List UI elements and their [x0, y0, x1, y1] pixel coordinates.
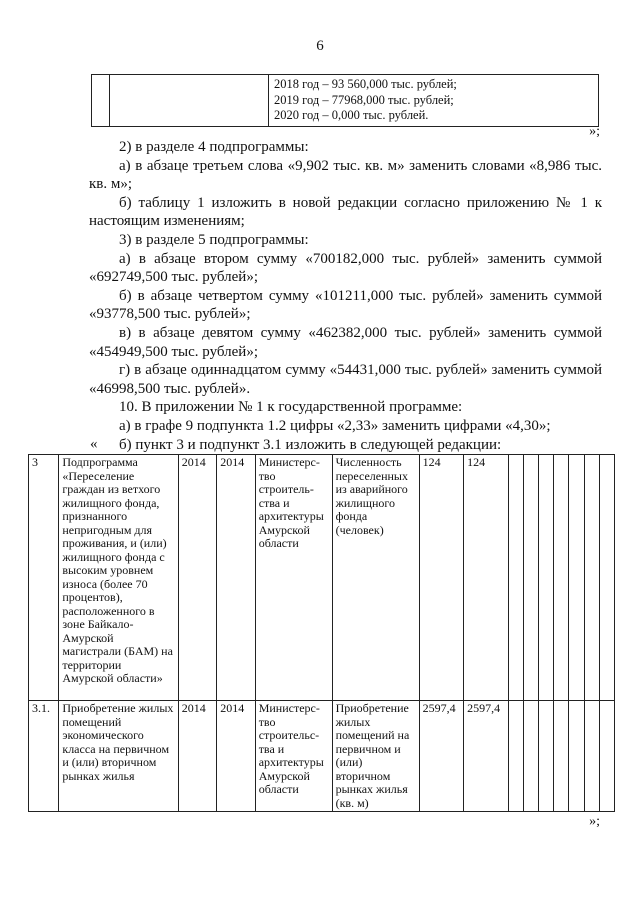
value-2: 2597,4 — [464, 701, 509, 812]
table-cell-empty — [539, 701, 554, 812]
table-cell-empty — [584, 455, 599, 701]
paragraph: в) в абзаце девятом сумму «462382,000 тыс. рублей» заменить суммой «454949,500 тыс. рублей»; — [89, 324, 602, 360]
funding-line-2018: 2018 год – 93 560,000 тыс. рублей; — [274, 77, 457, 91]
funding-line-2019: 2019 год – 77968,000 тыс. рублей; — [274, 92, 454, 107]
executor: Министерс-тво строитель-ства и архитектуры Амурской области — [255, 455, 332, 701]
opening-quote: « — [90, 436, 98, 452]
amendment-text — [89, 138, 602, 454]
table-cell-empty — [508, 455, 523, 701]
paragraph: б) в абзаце четвертом сумму «101211,000 тыс. рублей» заменить суммой «93778,500 тыс. рублей»; — [89, 287, 602, 323]
value-1: 124 — [419, 455, 464, 701]
table-row — [92, 75, 599, 127]
table-row — [29, 701, 615, 812]
table-cell-empty — [569, 455, 584, 701]
table-cell-empty — [539, 455, 554, 701]
funding-line-2020: 2020 год – 0,000 тыс. рублей. — [274, 108, 429, 122]
program-table — [28, 454, 615, 812]
start-year: 2014 — [178, 455, 216, 701]
paragraph: 3) в разделе 5 подпрограммы: — [119, 231, 309, 248]
end-year: 2014 — [217, 701, 255, 812]
paragraph: б) таблицу 1 изложить в новой редакции согласно приложению № 1 к настоящим изменениям; — [89, 194, 602, 230]
paragraph: б) пункт 3 и подпункт 3.1 изложить в следующей редакции: — [119, 436, 502, 453]
paragraph: а) в графе 9 подпункта 1.2 цифры «2,33» заменить цифрами «4,30»; — [119, 417, 551, 434]
table-cell-empty — [599, 701, 614, 812]
funding-by-year-cell — [269, 75, 599, 127]
value-2: 124 — [464, 455, 509, 701]
table-cell-empty — [92, 75, 110, 127]
page-number: 6 — [316, 38, 324, 54]
executor: Министерс-тво строительс-тва и архитектуры Амурской области — [255, 701, 332, 812]
table-cell-empty — [523, 455, 538, 701]
indicator: Численность переселенных из аварийного жилищного фонда (человек) — [332, 455, 419, 701]
row-name: Подпрограмма «Переселение граждан из ветхого жилищного фонда, признанного непригодным для проживания, и (или) жилищного фонда с высоким уровнем износа (более 70 процентов), расположенного в зоне Байкало-Амурской магистрали (БАМ) на территории Амурской области» — [59, 455, 178, 701]
table-cell-empty — [110, 75, 269, 127]
value-1: 2597,4 — [419, 701, 464, 812]
paragraph: а) в абзаце третьем слова «9,902 тыс. кв. м» заменить словами «8,986 тыс. кв. м»; — [89, 157, 602, 193]
table-cell-empty — [523, 701, 538, 812]
row-name: Приобретение жилых помещений экономического класса на первичном и (или) вторичном рынках жилья — [59, 701, 178, 812]
closing-quote-top: »; — [589, 124, 600, 139]
indicator: Приобретение жилых помещений на первичном и (или) вторичном рынках жилья (кв. м) — [332, 701, 419, 812]
paragraph: г) в абзаце одиннадцатом сумму «54431,000 тыс. рублей» заменить суммой «46998,500 тыс. рублей». — [89, 362, 602, 397]
continuation-table — [91, 74, 599, 127]
paragraph: а) в абзаце втором сумму «700182,000 тыс. рублей» заменить суммой «692749,500 тыс. рублей»; — [89, 250, 602, 286]
end-year: 2014 — [217, 455, 255, 701]
row-number: 3.1. — [29, 701, 59, 812]
table-cell-empty — [599, 455, 614, 701]
paragraph: 2) в разделе 4 подпрограммы: — [119, 139, 309, 155]
closing-quote-bottom: »; — [589, 814, 600, 829]
start-year: 2014 — [178, 701, 216, 812]
table-cell-empty — [569, 701, 584, 812]
table-cell-empty — [508, 701, 523, 812]
row-number: 3 — [29, 455, 59, 701]
table-cell-empty — [584, 701, 599, 812]
paragraph: 10. В приложении № 1 к государственной программе: — [119, 399, 463, 416]
table-row — [29, 455, 615, 701]
table-cell-empty — [554, 701, 569, 812]
table-cell-empty — [554, 455, 569, 701]
